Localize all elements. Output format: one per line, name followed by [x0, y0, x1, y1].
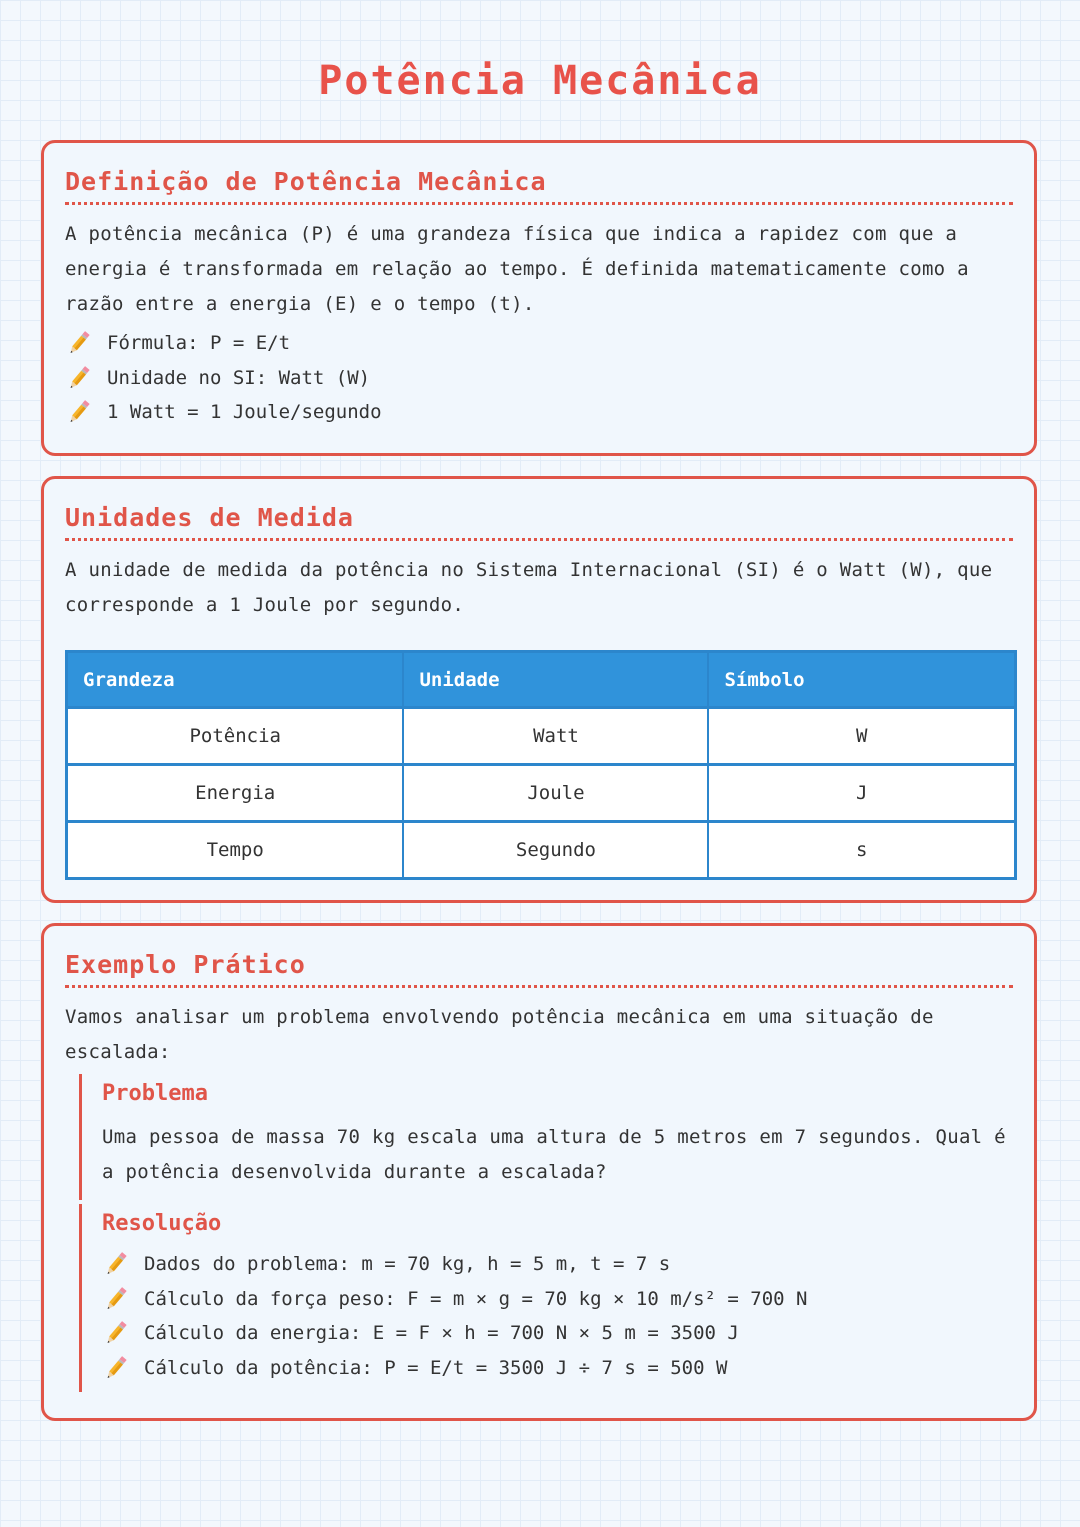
list-item — [102, 1351, 807, 1386]
table-cell: s — [708, 822, 1015, 879]
pencil-icon — [102, 1250, 130, 1278]
problem-text: Uma pessoa de massa 70 kg escala uma altura de 5 metros em 7 segundos. Qual é a potência desenvolvida durante a escalada? — [102, 1126, 1006, 1183]
problem-block — [79, 1074, 1010, 1200]
table-row — [67, 765, 1016, 822]
table-cell: W — [708, 708, 1015, 765]
list-item — [65, 361, 382, 396]
units-heading: Unidades de Medida — [65, 503, 354, 532]
step-text: Dados do problema: m = 70 kg, h = 5 m, t = 7 s — [144, 1253, 671, 1275]
table-cell: Watt — [403, 708, 708, 765]
pencil-icon — [65, 364, 93, 392]
definition-paragraph: A potência mecânica (P) é uma grandeza física que indica a rapidez com que a energia é transformada em relação ao tempo. É definida matematicamente como a razão entre a energia (E) e o tempo (t). — [65, 223, 969, 315]
example-paragraph: Vamos analisar um problema envolvendo potência mecânica em uma situação de escalada: — [65, 1006, 934, 1063]
list-item — [102, 1316, 807, 1351]
pencil-icon — [102, 1354, 130, 1382]
pencil-icon — [65, 329, 93, 357]
column-header-grandeza: Grandeza — [67, 652, 404, 708]
solution-heading: Resolução — [102, 1211, 222, 1236]
units-table — [65, 650, 1017, 880]
step-text: Cálculo da força peso: F = m × g = 70 kg × 10 m/s² = 700 N — [144, 1287, 808, 1310]
bullet-text: Unidade no SI: Watt (W) — [107, 366, 371, 389]
example-heading: Exemplo Prático — [65, 950, 306, 979]
pencil-icon — [102, 1285, 130, 1313]
table-row — [67, 822, 1016, 879]
list-item — [65, 326, 382, 361]
table-cell: Energia — [67, 765, 404, 822]
table-cell: Potência — [67, 708, 404, 765]
definition-heading: Definição de Potência Mecânica — [65, 167, 547, 196]
example-card — [41, 923, 1037, 1421]
column-header-unidade: Unidade — [403, 652, 708, 708]
pencil-icon — [65, 398, 93, 426]
table-row — [67, 708, 1016, 765]
bullet-text: Fórmula: P = E/t — [107, 332, 291, 354]
table-cell: Segundo — [403, 822, 708, 879]
table-cell: Joule — [403, 765, 708, 822]
definition-card — [41, 140, 1037, 456]
bullet-text: 1 Watt = 1 Joule/segundo — [107, 401, 382, 423]
dotted-divider — [65, 538, 1013, 541]
pencil-icon — [102, 1319, 130, 1347]
step-text: Cálculo da potência: P = E/t = 3500 J ÷ 7 s = 500 W — [144, 1356, 728, 1379]
table-cell: J — [708, 765, 1015, 822]
problem-heading: Problema — [102, 1081, 208, 1106]
list-item — [102, 1282, 807, 1317]
page-title: Potência Mecânica — [318, 58, 762, 104]
table-cell: Tempo — [67, 822, 404, 879]
units-card — [41, 476, 1037, 903]
solution-block — [79, 1204, 1010, 1392]
solution-step-list — [102, 1247, 807, 1385]
list-item — [102, 1247, 807, 1282]
units-paragraph: A unidade de medida da potência no Sistema Internacional (SI) é o Watt (W), que corresponde a 1 Joule por segundo. — [65, 559, 993, 616]
column-header-simbolo: Símbolo — [708, 652, 1015, 708]
step-text: Cálculo da energia: E = F × h = 700 N × 5 m = 3500 J — [144, 1322, 739, 1344]
table-header-row — [67, 652, 1016, 708]
dotted-divider — [65, 985, 1013, 988]
definition-bullet-list — [65, 326, 382, 430]
list-item — [65, 395, 382, 430]
dotted-divider — [65, 202, 1013, 205]
